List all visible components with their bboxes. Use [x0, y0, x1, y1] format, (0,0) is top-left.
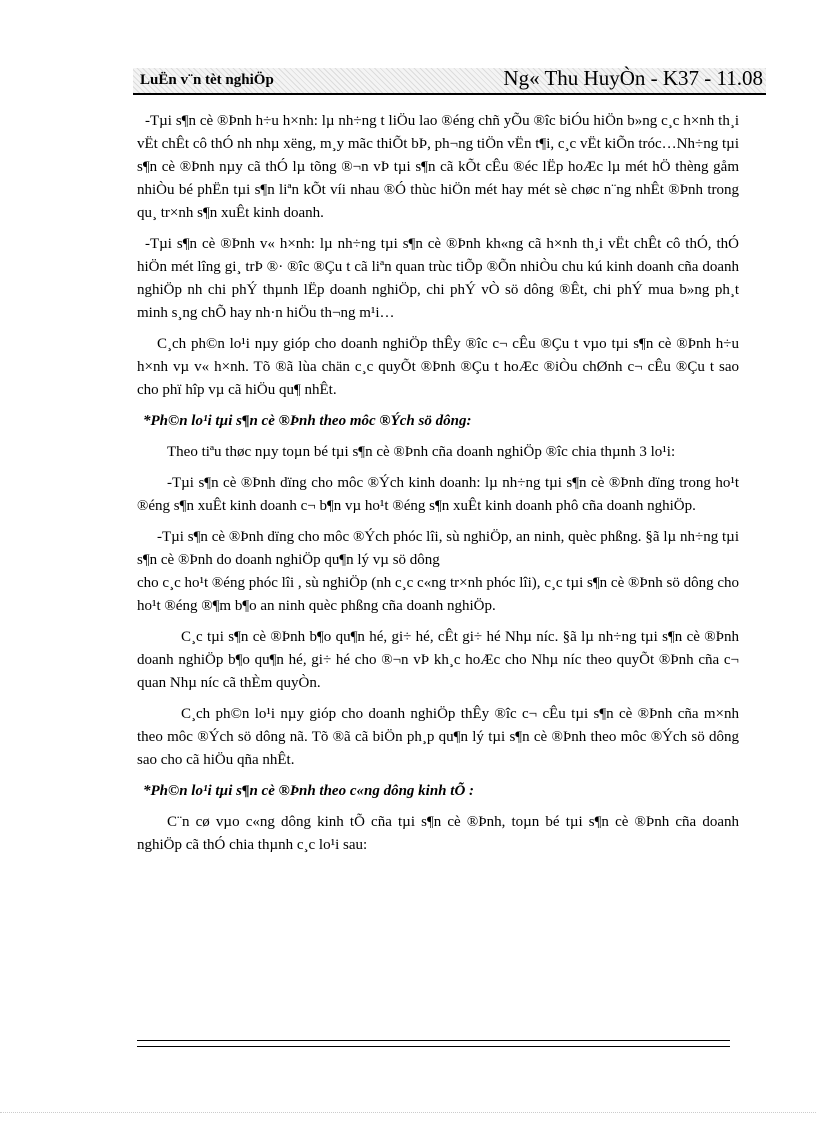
footer-double-rule	[137, 1040, 730, 1047]
paragraph-criteria: Theo tiªu thøc nµy toµn bé tµi s¶n cè ®Þnh cña doanh nghiÖp ®îc chia thµnh 3 lo¹i:	[167, 444, 676, 460]
paragraph-held-assets: C¸c tµi s¶n cè ®Þnh b¶o qu¶n hé, gi÷ hé, cÊt gi÷ hé Nhµ níc. §ã lµ nh÷ng tµi s¶n cè ®Þnh doanh nghiÖp b¶o qu¶n hé, gi÷ hé cho ®¬n vÞ kh¸c hoÆc cho Nhµ níc theo quyÕt ®Þnh cña c¬ quan Nhµ níc cã thÈm quyÒn.	[137, 629, 739, 691]
paragraph-intangible-assets: -Tµi s¶n cè ®Þnh v« h×nh: lµ nh÷ng tµi s¶n cè ®Þnh kh«ng cã h×nh th¸i vËt chÊt cô thÓ, thÓ hiÖn mét lîng gi¸ trÞ ®· ®îc ®Çu t cã liªn quan trùc tiÕp ®Õn nhiÒu chu kú kinh doanh cña doanh nghiÖp nh chi phÝ thµnh lËp doanh nghiÖp, chi phÝ vÒ sö dông ®Êt, chi phÝ mua b»ng ph¸t minh s¸ng chÕ hay nh·n hiÖu th¬ng m¹i…	[137, 236, 739, 321]
paragraph-business-use: -Tµi s¶n cè ®Þnh dïng cho môc ®Ých kinh doanh: lµ nh÷ng tµi s¶n cè ®Þnh dïng trong ho¹t ®éng s¶n xuÊt kinh doanh c¬ b¶n vµ ho¹t ®éng s¶n xuÊt kinh doanh phô cña doanh nghiÖp.	[137, 475, 739, 514]
heading-by-purpose	[137, 410, 739, 433]
paragraph-economic-use: C¨n cø vµo c«ng dông kinh tÕ cña tµi s¶n cè ®Þnh, toµn bé tµi s¶n cè ®Þnh cña doanh nghiÖp cã thÓ chia thµnh c¸c lo¹i sau:	[137, 814, 739, 853]
heading-text: *Ph©n lo¹i tµi s¶n cè ®Þnh theo c«ng dông kinh tÕ :	[143, 783, 475, 799]
paragraph-welfare-use-cont: cho c¸c ho¹t ®éng phóc lîi , sù nghiÖp (nh c¸c c«ng tr×nh phóc lîi), c¸c tµi s¶n cè ®Þnh sö dông cho ho¹t ®éng ®¶m b¶o an ninh quèc phßng cña doanh nghiÖp.	[137, 575, 739, 614]
paragraph-welfare-use: -Tµi s¶n cè ®Þnh dïng cho môc ®Ých phóc lîi, sù nghiÖp, an ninh, quèc phßng. §ã lµ nh÷ng tµi s¶n cè ®Þnh do doanh nghiÖp qu¶n lý vµ sö dông	[137, 529, 739, 568]
page-bottom-border	[0, 1112, 816, 1113]
heading-text: *Ph©n lo¹i tµi s¶n cè ®Þnh theo môc ®Ých sö dông:	[143, 413, 472, 429]
paragraph-tangible-assets: -Tµi s¶n cè ®Þnh h÷u h×nh: lµ nh÷ng t liÖu lao ®éng chñ yÕu ®îc biÓu hiÖn b»ng c¸c h×nh th¸i vËt chÊt cô thÓ nh nhµ xëng, m¸y mãc thiÕt bÞ, ph¬ng tiÖn vËn t¶i, c¸c vËt kiÕn tróc…Nh÷ng tµi s¶n cè ®Þnh nµy cã thÓ lµ tõng ®¬n vÞ tµi s¶n cã kÕt cÊu ®éc lËp hoÆc lµ mét hÖ thèng gåm nhiÒu bé phËn tµi s¶n liªn kÕt víi nhau ®Ó thùc hiÖn mét hay mét sè chøc n¨ng nhÊt ®Þnh trong qu¸ tr×nh s¶n xuÊt kinh doanh.	[137, 113, 739, 221]
paragraph-purpose-benefit: C¸ch ph©n lo¹i nµy gióp cho doanh nghiÖp thÊy ®îc c¬ cÊu tµi s¶n cè ®Þnh cña m×nh theo môc ®Ých sö dông nã. Tõ ®ã cã biÖn ph¸p qu¶n lý tµi s¶n cè ®Þnh theo môc ®Ých sö dông sao cho cã hiÖu qña nhÊt.	[137, 706, 739, 768]
header-author-label: Ng« Thu HuyÒn - K37 - 11.08	[503, 66, 763, 90]
document-body	[137, 110, 739, 865]
heading-by-economic-use	[137, 780, 739, 803]
paragraph-classification-benefit: C¸ch ph©n lo¹i nµy gióp cho doanh nghiÖp thÊy ®îc c¬ cÊu ®Çu t vµo tµi s¶n cè ®Þnh h÷u h×nh vµ v« h×nh. Tõ ®ã lùa chän c¸c quyÕt ®Þnh ®Çu t hoÆc ®iÒu chØnh c¬ cÊu ®Çu t sao cho phï hîp vµ cã hiÖu qu¶ nhÊt.	[137, 336, 739, 398]
header-thesis-label: LuËn v¨n tèt nghiÖp	[140, 72, 274, 88]
